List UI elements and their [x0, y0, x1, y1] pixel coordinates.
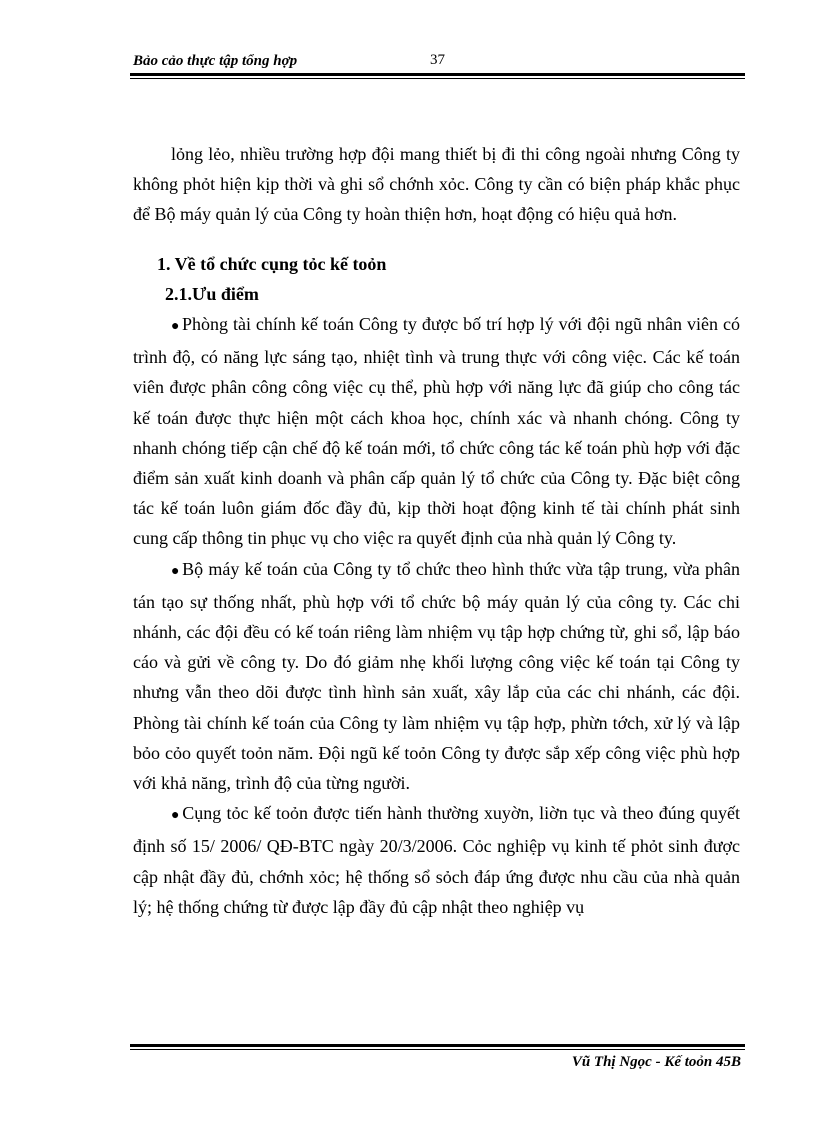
header-title: Bảo cảo thực tập tổng hợp	[133, 53, 298, 69]
subsection-heading: 2.1.Ưu điểm	[165, 283, 259, 304]
bullet-icon: ●	[171, 808, 181, 824]
bullet-icon: ●	[171, 563, 181, 579]
section-gap	[133, 230, 740, 249]
bullet-text-3: Cụng tỏc kế toỏn được tiến hành thường xuyờn, liờn tục và theo đúng quyết định số 15/ 2006/ QĐ-BTC ngày 20/3/2006. Cỏc nghiệp vụ kinh tế phỏt sinh được cập nhật đầy đủ, chớnh xỏc; hệ thống sổ sỏch đáp ứng được nhu cầu của nhà quản lý; hệ thống chứng từ được lập đầy đủ cập nhật theo nghiệp vụ	[133, 803, 740, 917]
page-number: 37	[430, 52, 445, 68]
bullet-paragraph-1	[133, 309, 740, 554]
bullet-paragraph-2	[133, 554, 740, 799]
bullet-text-2: Bộ máy kế toán của Công ty tổ chức theo hình thức vừa tập trung, vừa phân tán tạo sự thống nhất, phù hợp với tổ chức bộ máy quản lý của công ty. Các chi nhánh, các đội đều có kế toán riêng làm nhiệm vụ tập hợp chứng từ, ghi sổ, lập báo cáo và gửi về công ty. Do đó giảm nhẹ khối lượng công việc kế toán tại Công ty nhưng vẫn theo dõi được tình hình sản xuất, xây lắp của các chi nhánh, các đội. Phòng tài chính kế toán của Công ty làm nhiệm vụ tập hợp, phừn tớch, xử lý và lập bỏo cỏo quyết toỏn năm. Đội ngũ kế toỏn Công ty được sắp xếp công việc phù hợp với khả năng, trình độ của từng người.	[133, 558, 740, 794]
header-rule-thick	[130, 73, 745, 76]
document-body	[133, 139, 740, 922]
bullet-paragraph-3	[133, 798, 740, 922]
section-heading: 1. Về tổ chức cụng tỏc kế toỏn	[157, 253, 387, 274]
bullet-icon: ●	[171, 319, 180, 335]
footer-rule-thick	[130, 1044, 745, 1047]
footer-author: Vũ Thị Ngọc - Kế toỏn 45B	[571, 1054, 741, 1070]
bullet-text-1: Phòng tài chính kế toán Công ty được bố trí hợp lý với đội ngũ nhân viên có trình độ, có năng lực sáng tạo, nhiệt tình và trung thực với công việc. Các kế toán viên được phân công công việc cụ thể, phù hợp với năng lực đã giúp cho công tác kế toán được thực hiện một cách khoa học, chính xác và nhanh chóng. Công ty nhanh chóng tiếp cận chế độ kế toán mới, tổ chức công tác kế toán phù hợp với đặc điểm sản xuất kinh doanh và phân cấp quản lý tổ chức của Công ty. Đặc biệt công tác kế toán luôn giám đốc đầy đủ, kịp thời hoạt động kinh tế tài chính phát sinh cung cấp thông tin phục vụ cho việc ra quyết định của nhà quản lý Công ty.	[133, 314, 740, 549]
footer-rule-thin	[130, 1049, 745, 1050]
continuation-paragraph: lỏng lẻo, nhiều trường hợp đội mang thiết bị đi thi công ngoài nhưng Công ty không phỏt hiện kịp thời và ghi sổ chớnh xỏc. Công ty cần có biện pháp khắc phục để Bộ máy quản lý của Công ty hoàn thiện hơn, hoạt động có hiệu quả hơn.	[133, 144, 740, 225]
header-rule-thin	[130, 78, 745, 79]
